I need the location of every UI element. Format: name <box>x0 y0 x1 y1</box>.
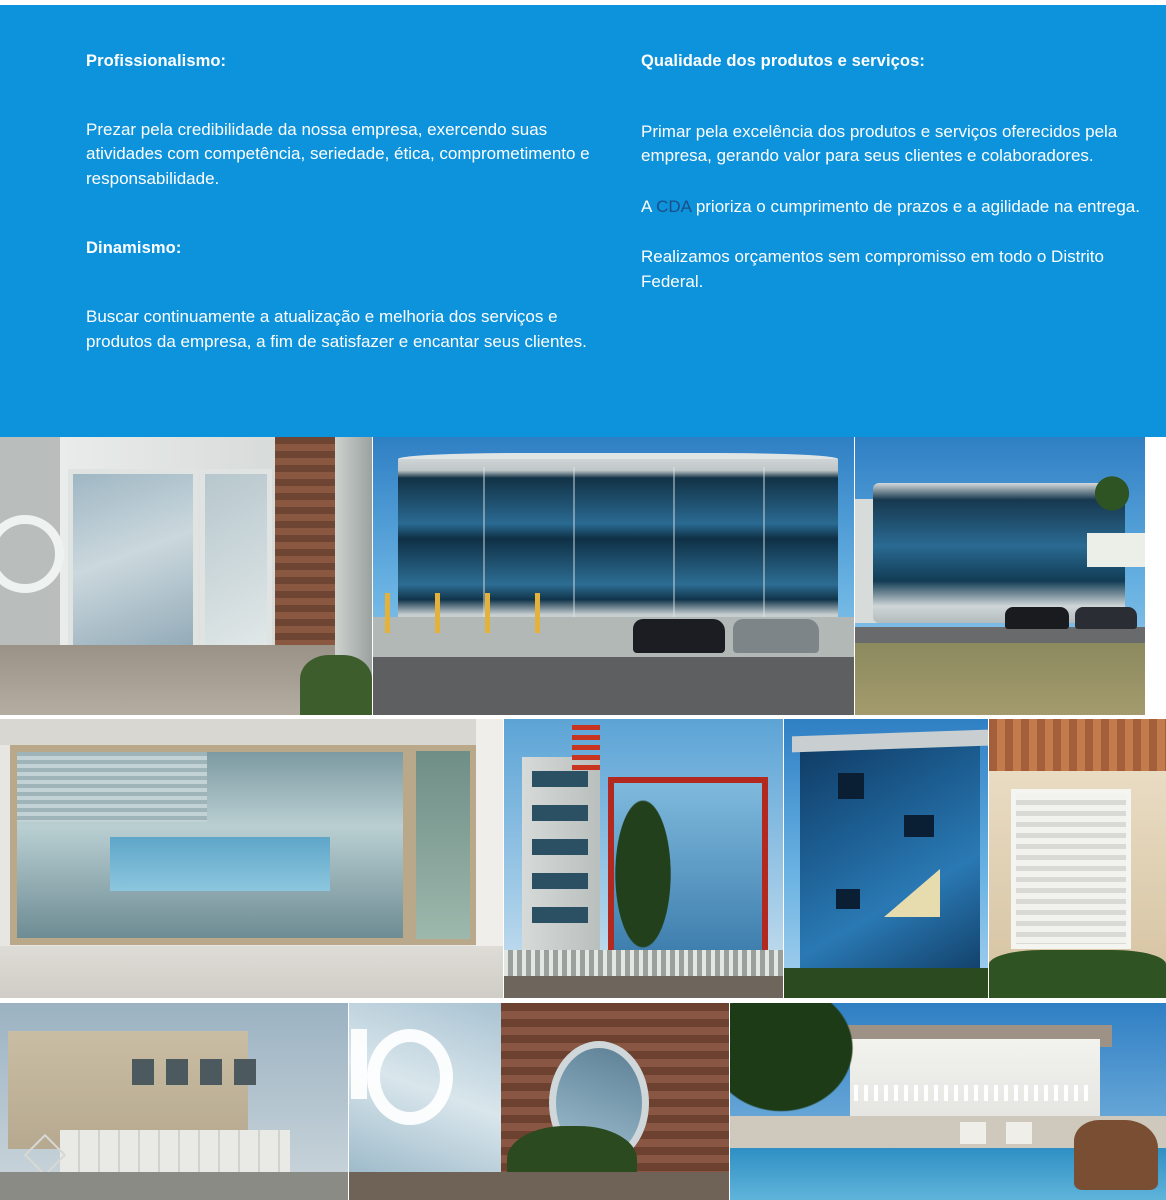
photo-shape-blinds <box>17 752 207 822</box>
values-column-left <box>86 52 596 354</box>
gallery-photo-edificio-curvo[interactable] <box>373 437 854 715</box>
project-photo-gallery <box>0 437 1166 1200</box>
photo-shape-door <box>410 745 476 945</box>
photo-shape-bollard <box>535 593 540 633</box>
photo-shape-palm-tree <box>730 1003 900 1153</box>
photo-shape-bollard <box>485 593 490 633</box>
photo-shape-car <box>1075 607 1137 629</box>
photo-shape-glass-door <box>68 469 198 659</box>
photo-shape-mullion <box>673 467 675 642</box>
gallery-photo-torre-vidro[interactable] <box>784 719 988 998</box>
photo-shape-bush <box>784 968 988 998</box>
photo-shape-chair <box>1006 1122 1032 1144</box>
photo-shape-mullion <box>763 467 765 642</box>
photo-shape-window <box>532 907 588 923</box>
photo-shape-tree <box>600 760 686 950</box>
photo-shape-logo-circle <box>367 1029 453 1125</box>
photo-shape-shutters <box>1011 789 1131 949</box>
gallery-row-3 <box>0 1003 1166 1200</box>
photo-shape-pool <box>110 837 330 891</box>
photo-shape-glass-tower <box>800 741 980 998</box>
photo-shape-mullion <box>573 467 575 642</box>
photo-shape-bollard <box>435 593 440 633</box>
gallery-photo-varanda-piscina[interactable] <box>0 719 503 998</box>
gallery-row-1 <box>0 437 1166 715</box>
values-column-right <box>641 52 1146 294</box>
photo-shape-roof-tiles <box>989 719 1166 771</box>
values-title-qualidade: Qualidade dos produtos e serviços: <box>641 52 925 70</box>
photo-shape-ground <box>349 1172 729 1200</box>
photo-shape-road <box>0 1172 348 1200</box>
photo-shape-sign <box>1087 533 1145 567</box>
values-body-qualidade: Primar pela excelência dos produtos e serviços oferecidos pela empresa, gerando valor para seus clientes e colaboradores. <box>641 121 1118 166</box>
photo-shape-floor <box>0 645 335 715</box>
values-body-prazos-suffix: prioriza o cumprimento de prazos e a agilidade na entrega. <box>691 196 1140 216</box>
photo-shape-car <box>1005 607 1069 629</box>
photo-shape-window <box>532 873 588 889</box>
gallery-photo-persianas-brancas[interactable] <box>989 719 1166 998</box>
photo-shape-car <box>633 619 725 653</box>
photo-shape-fence <box>504 950 783 976</box>
photo-shape-dark-panel <box>838 773 864 799</box>
photo-shape-window <box>132 1059 154 1085</box>
photo-shape-antenna <box>572 725 600 771</box>
photo-shape-bollard <box>385 593 390 633</box>
gallery-photo-predio-antena[interactable] <box>504 719 783 998</box>
photo-shape-rock-garden <box>1074 1120 1158 1190</box>
photo-shape-window <box>166 1059 188 1085</box>
top-white-strip <box>0 0 1166 5</box>
gallery-photo-entrada-vidro[interactable] <box>0 437 372 715</box>
gallery-photo-edificio-estacionamento[interactable] <box>855 437 1145 715</box>
photo-shape-floor <box>0 946 503 998</box>
values-body-orcamentos: Realizamos orçamentos sem compromisso em todo o Distrito Federal. <box>641 247 1104 291</box>
values-body-profissionalismo: Prezar pela credibilidade da nossa empresa, exercendo suas atividades com competência, seriedade, ética, comprometimento e responsabilidade. <box>86 119 590 188</box>
photo-shape-dark-panel <box>836 889 860 909</box>
photo-shape-hedge <box>989 950 1166 998</box>
photo-shape-window <box>532 771 588 787</box>
values-body-prazos <box>641 195 1146 220</box>
photo-shape-ground <box>855 643 1145 715</box>
values-title-profissionalismo: Profissionalismo: <box>86 52 227 70</box>
values-hero-section <box>0 0 1166 437</box>
photo-shape-ground <box>504 976 783 998</box>
photo-shape-building-left <box>522 757 600 957</box>
photo-shape-brick <box>275 437 335 647</box>
photo-shape-logo-bar <box>351 1029 367 1099</box>
gallery-row-2 <box>0 719 1166 998</box>
photo-shape-tree <box>1085 461 1139 515</box>
photo-shape-ceiling <box>0 719 503 745</box>
photo-shape-road <box>373 657 854 715</box>
values-body-dinamismo: Buscar continuamente a atualização e melhoria dos serviços e produtos da empresa, a fim de satisfazer e encantar seus clientes. <box>86 307 587 351</box>
gallery-photo-porta-janela-oval[interactable] <box>349 1003 729 1200</box>
photo-shape-dark-panel <box>904 815 934 837</box>
hero-bottom-fade <box>0 415 1166 437</box>
brand-name-cda: CDA <box>656 196 692 216</box>
photo-shape-glass-panel <box>200 469 272 659</box>
gallery-photo-galpao-portao[interactable] <box>0 1003 348 1200</box>
gallery-photo-casa-piscina[interactable] <box>730 1003 1166 1200</box>
photo-shape-window <box>532 839 588 855</box>
photo-shape-window <box>532 805 588 821</box>
values-title-dinamismo: Dinamismo: <box>86 239 182 258</box>
photo-shape-window <box>234 1059 256 1085</box>
values-body-prazos-prefix: A <box>641 196 657 216</box>
photo-shape-chair <box>960 1122 986 1144</box>
photo-shape-car <box>733 619 819 653</box>
photo-shape-window <box>200 1059 222 1085</box>
photo-shape-shrub <box>300 655 372 715</box>
